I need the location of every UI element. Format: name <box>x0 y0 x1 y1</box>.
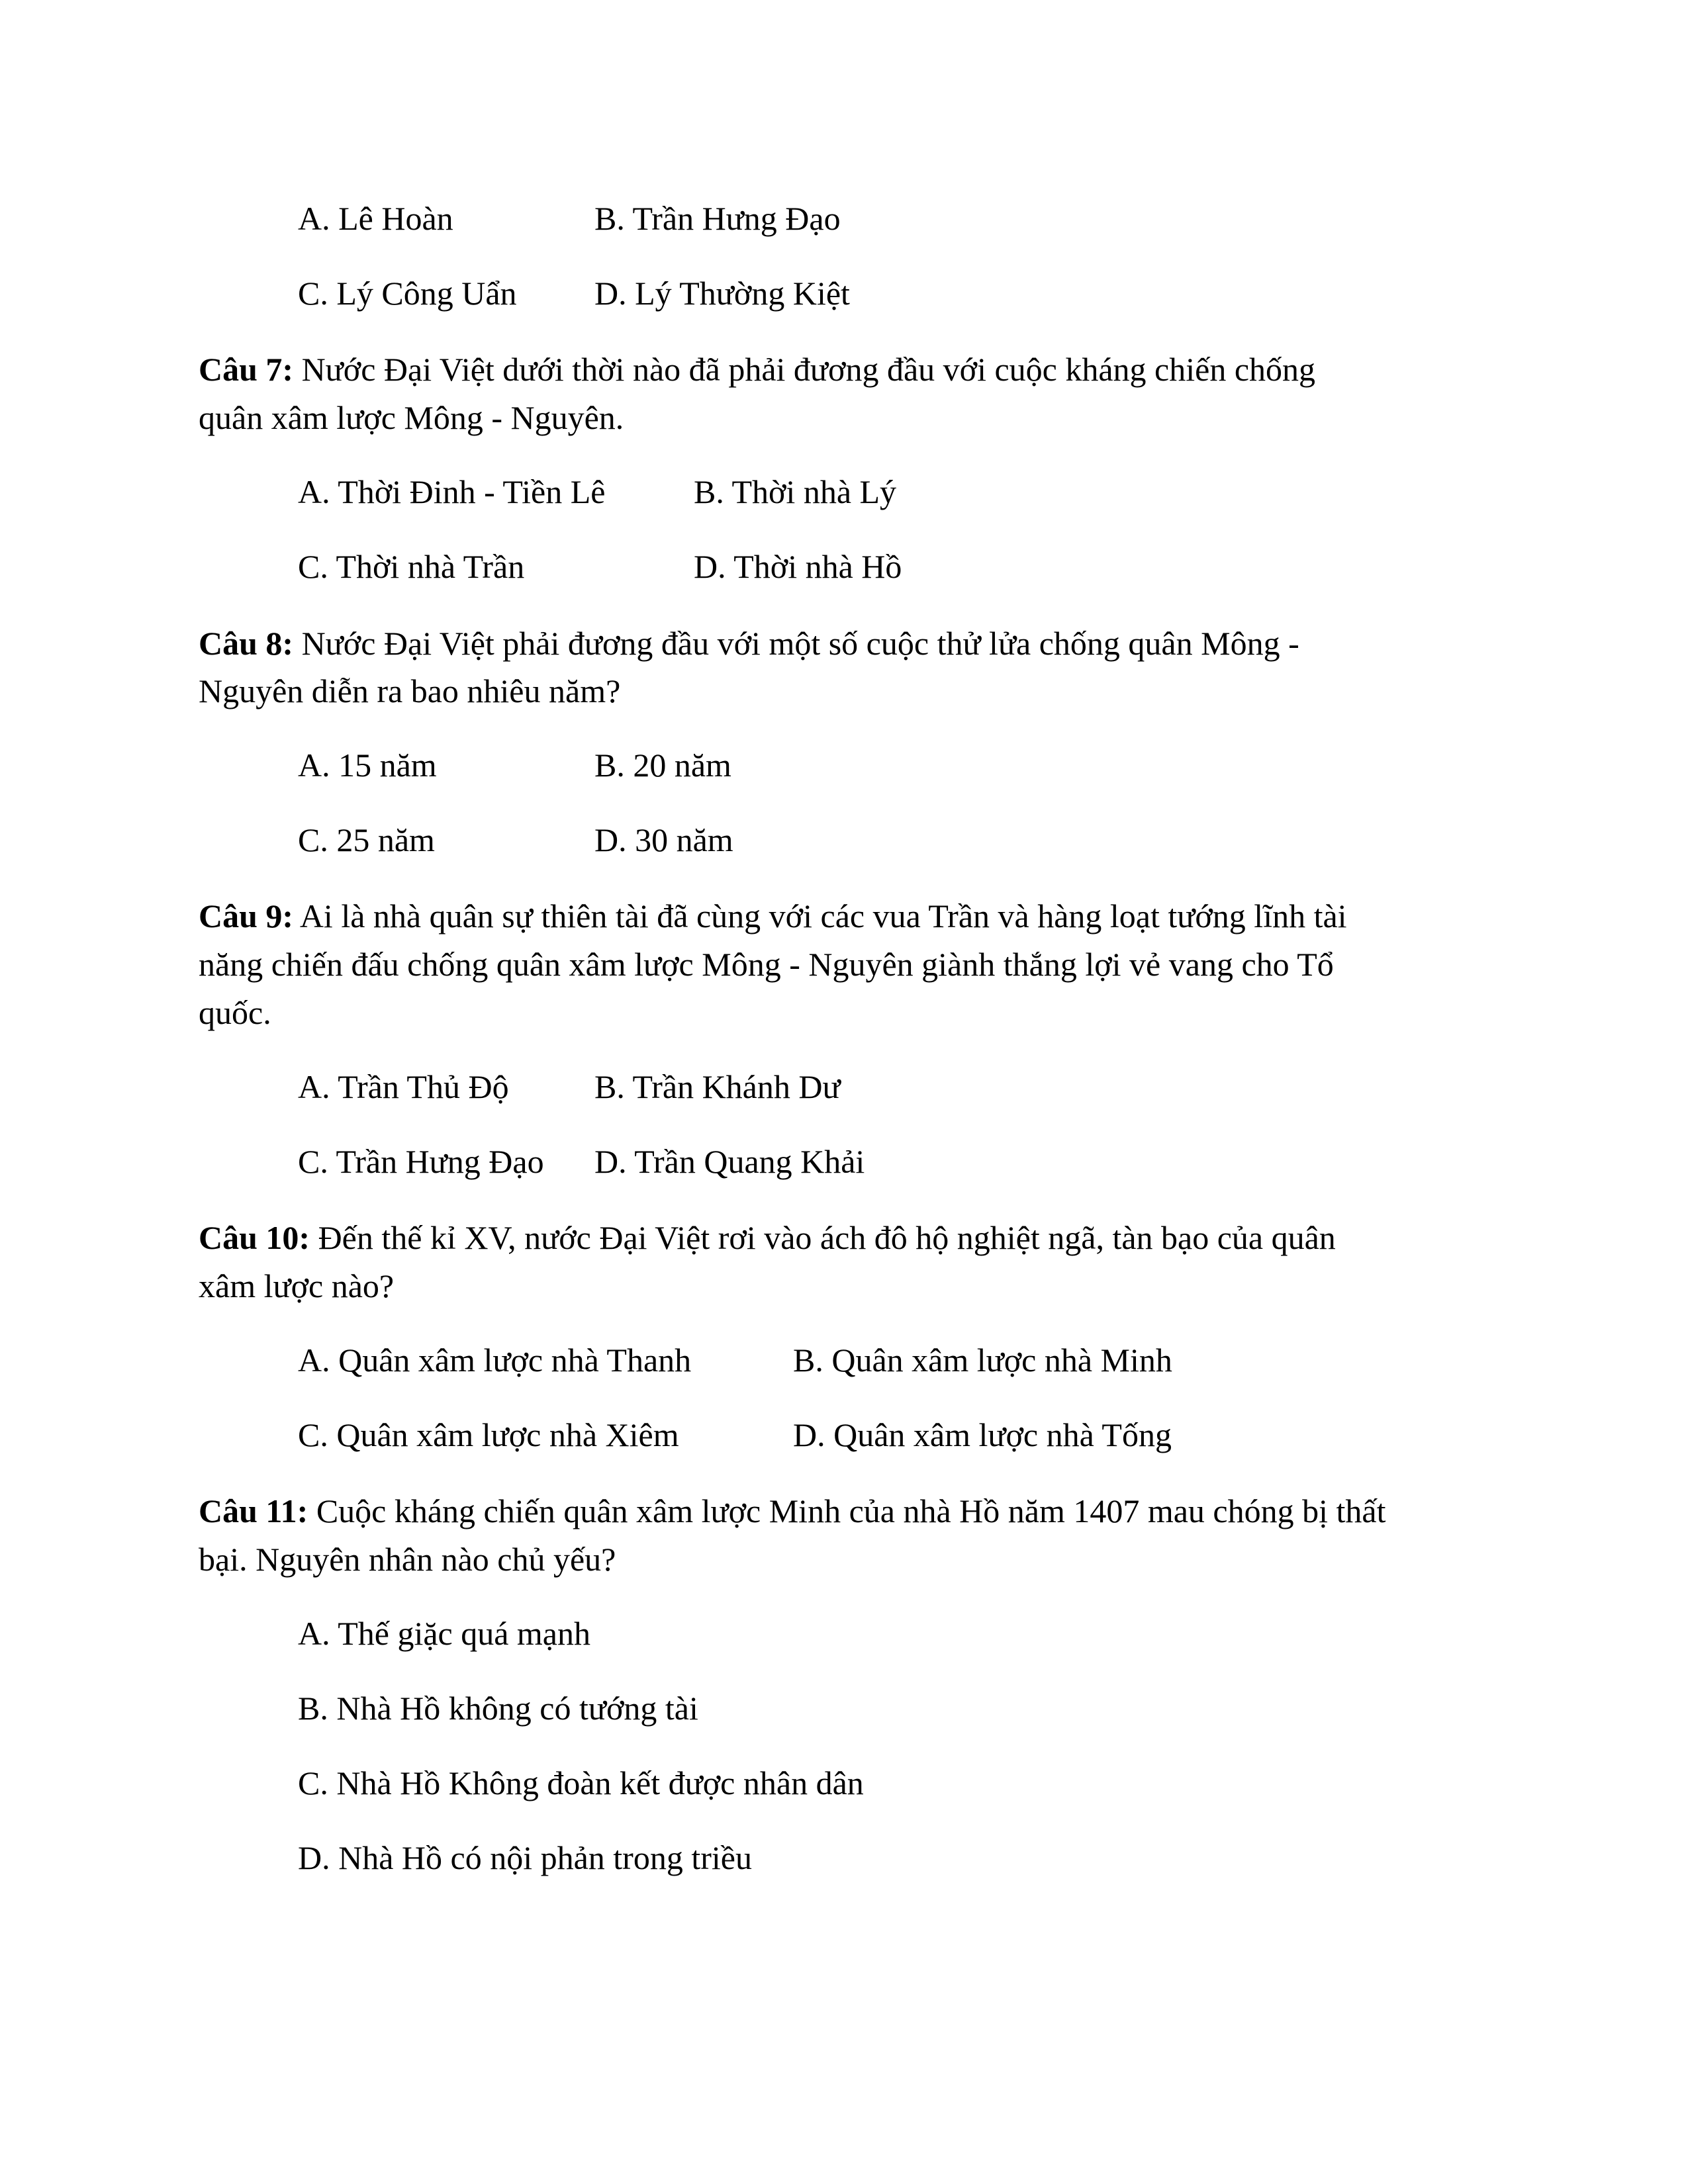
question-11-option-c: C. Nhà Hồ Không đoàn kết được nhân dân <box>298 1764 864 1801</box>
question-9-line-3: quốc. <box>199 994 271 1031</box>
option-a: A. Lê Hoàn <box>298 200 453 237</box>
question-9-line-1 <box>199 896 1347 936</box>
question-11-text: Cuộc kháng chiến quân xâm lược Minh của nhà Hồ năm 1407 mau chóng bị thất <box>308 1492 1386 1529</box>
question-11-option-b: B. Nhà Hồ không có tướng tài <box>298 1690 698 1727</box>
question-10-option-d: D. Quân xâm lược nhà Tống <box>793 1416 1172 1453</box>
question-9-text: Ai là nhà quân sự thiên tài đã cùng với các vua Trần và hàng loạt tướng lĩnh tài <box>293 897 1347 934</box>
question-10-line-2: xâm lược nào? <box>199 1267 395 1304</box>
question-9-option-c: C. Trần Hưng Đạo <box>298 1143 544 1180</box>
question-10-option-a: A. Quân xâm lược nhà Thanh <box>298 1342 692 1379</box>
question-11-line-2: bại. Nguyên nhân nào chủ yếu? <box>199 1541 616 1578</box>
question-8-option-d: D. 30 năm <box>594 821 733 858</box>
question-9-option-b: B. Trần Khánh Dư <box>594 1068 841 1105</box>
question-9-line-2: năng chiến đấu chống quân xâm lược Mông - Nguyên giành thắng lợi vẻ vang cho Tổ <box>199 946 1334 983</box>
option-c: C. Lý Công Uẩn <box>298 275 517 312</box>
question-7-text: Nước Đại Việt dưới thời nào đã phải đương đầu với cuộc kháng chiến chống <box>293 351 1316 388</box>
question-10-text: Đến thế kỉ XV, nước Đại Việt rơi vào ách đô hộ nghiệt ngã, tàn bạo của quân <box>310 1219 1336 1256</box>
option-b: B. Trần Hưng Đạo <box>594 200 841 237</box>
question-11-option-d: D. Nhà Hồ có nội phản trong triều <box>298 1839 752 1876</box>
question-7-label: Câu 7: <box>199 351 294 388</box>
question-8-option-a: A. 15 năm <box>298 747 437 784</box>
question-7-option-b: B. Thời nhà Lý <box>694 473 897 510</box>
question-9-option-d: D. Trần Quang Khải <box>594 1143 865 1180</box>
question-8-line-2: Nguyên diễn ra bao nhiêu năm? <box>199 672 621 709</box>
question-8-option-b: B. 20 năm <box>594 747 731 784</box>
question-8-label: Câu 8: <box>199 625 294 662</box>
question-7-option-d: D. Thời nhà Hồ <box>694 548 902 585</box>
question-8-line-1 <box>199 623 1299 663</box>
question-8-option-c: C. 25 năm <box>298 821 435 858</box>
question-7-option-a: A. Thời Đinh - Tiền Lê <box>298 473 606 510</box>
question-11-option-a: A. Thế giặc quá mạnh <box>298 1615 590 1652</box>
option-d: D. Lý Thường Kiệt <box>594 275 850 312</box>
question-10-option-b: B. Quân xâm lược nhà Minh <box>793 1342 1172 1379</box>
question-7-line-1 <box>199 349 1315 389</box>
question-8-text: Nước Đại Việt phải đương đầu với một số cuộc thử lửa chống quân Mông - <box>293 625 1299 662</box>
question-10-label: Câu 10: <box>199 1219 310 1256</box>
question-9-label: Câu 9: <box>199 897 294 934</box>
question-10-option-c: C. Quân xâm lược nhà Xiêm <box>298 1416 679 1453</box>
question-10-line-1 <box>199 1218 1336 1257</box>
question-11-label: Câu 11: <box>199 1492 308 1529</box>
question-7-line-2: quân xâm lược Mông - Nguyên. <box>199 399 624 436</box>
question-9-option-a: A. Trần Thủ Độ <box>298 1068 509 1105</box>
question-11-line-1 <box>199 1491 1386 1531</box>
question-7-option-c: C. Thời nhà Trần <box>298 548 525 585</box>
